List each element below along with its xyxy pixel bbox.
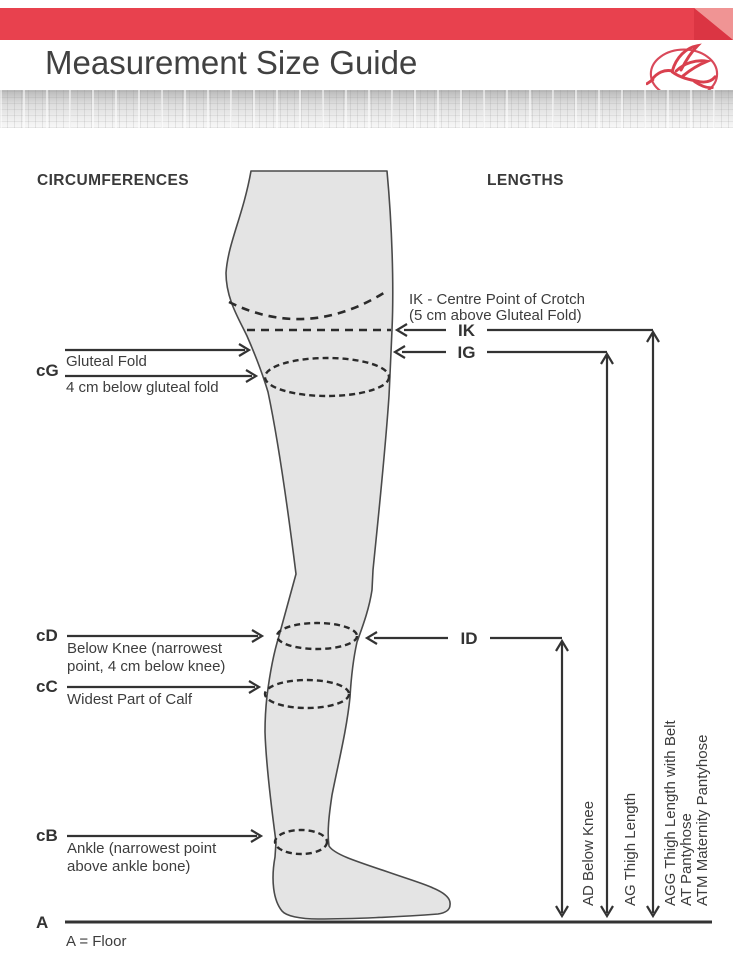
cb-desc-line1: Ankle (narrowest point [67, 840, 217, 857]
ik-code: IK [458, 321, 475, 340]
ag-length-label: AG Thigh Length [622, 792, 639, 906]
ad-length-label: AD Below Knee [580, 800, 597, 906]
circumferences-heading: CIRCUMFERENCES [37, 172, 189, 189]
at-length-label: AT Pantyhose [678, 813, 695, 906]
cg-label-line2: 4 cm below gluteal fold [66, 379, 219, 396]
floor-note: A = Floor [66, 933, 127, 950]
cg-code: cG [36, 361, 59, 380]
floor-code: A [36, 913, 49, 932]
crotch-note-line2: (5 cm above Gluteal Fold) [409, 307, 582, 324]
atm-length-label: ATM Maternity Pantyhose [694, 734, 711, 906]
page-title: Measurement Size Guide [45, 44, 418, 81]
ig-code: IG [457, 343, 476, 362]
cd-code: cD [36, 626, 58, 645]
cb-desc-line2: above ankle bone) [67, 858, 191, 875]
cc-desc: Widest Part of Calf [67, 691, 193, 708]
leg-illustration [226, 171, 450, 919]
cd-desc-line2: point, 4 cm below knee) [67, 658, 226, 675]
lengths-heading: LENGTHS [487, 172, 564, 189]
cc-code: cC [36, 677, 58, 696]
id-code: ID [460, 629, 478, 648]
cg-label-line1: Gluteal Fold [66, 353, 147, 370]
cd-desc-line1: Below Knee (narrowest [67, 640, 223, 657]
crotch-note-line1: IK - Centre Point of Crotch [409, 291, 585, 308]
cb-code: cB [36, 826, 58, 845]
agg-length-label: AGG Thigh Length with Belt [662, 720, 679, 906]
